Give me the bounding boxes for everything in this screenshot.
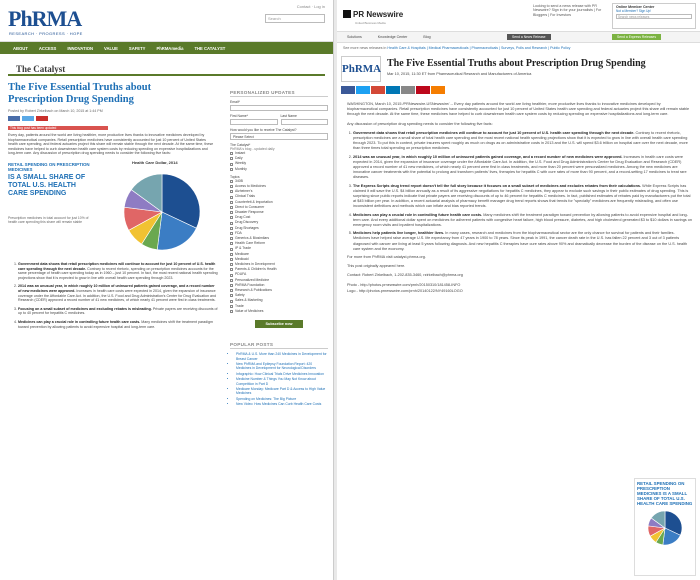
member-center — [612, 3, 696, 29]
email-icon[interactable] — [401, 86, 415, 94]
popular-post-link[interactable]: • Spending on Medicines: The Big Picture — [236, 397, 328, 401]
logo-link[interactable]: Logo - http://photos.prnewswire.com/prnh/20140122/NY49160LOGO — [347, 288, 463, 293]
checkbox-option[interactable]: Instant — [230, 151, 328, 156]
section-title: The Catalyst — [8, 54, 325, 76]
tag-links[interactable]: Health Care & Hospitals | Medical Pharmaceuticals | Pharmaceuticals | Surveys, Polls and Research | Public Policy — [387, 46, 571, 50]
prn-header — [337, 0, 700, 32]
nav-item[interactable]: THE CATALYST — [194, 45, 226, 51]
checkbox-option[interactable]: Value of Medicines — [230, 309, 328, 314]
checkbox-option[interactable]: Alzheimer's — [230, 189, 328, 194]
popular-post-link[interactable]: • New Video: How Medicines Can Curb Health Care Costs — [236, 402, 328, 406]
email-label: Email* — [230, 100, 240, 104]
checkbox-option[interactable]: IP & Trade — [230, 246, 328, 251]
nav-blog[interactable]: Blog — [423, 35, 431, 39]
prn-logo-icon — [343, 10, 351, 18]
infographic-sub: Prescription medicines in total account for just 10% of health care spending this share will remain stable — [8, 215, 89, 225]
checkbox-option[interactable]: Disaster Response — [230, 210, 328, 215]
pie-title: Health Care Dollar, 2014 — [132, 159, 178, 165]
checkbox-option[interactable]: Trade — [230, 304, 328, 309]
checkbox-option[interactable]: Safety — [230, 293, 328, 298]
checkbox-option[interactable]: Medicaid — [230, 257, 328, 262]
phrma-logo[interactable]: PhRMA — [8, 6, 82, 31]
article-meta: Posted by Robert Zirkelbach on March 10, 2015 at 1:44 PM — [8, 109, 103, 113]
checkbox-option[interactable]: FDA — [230, 231, 328, 236]
signup-link[interactable]: Not a Member? Sign Up! — [616, 9, 652, 13]
phrma-page — [0, 0, 334, 580]
twitter-share-button[interactable] — [22, 116, 34, 121]
more-info: For more from PhRMA visit catalyst.phrma.org. — [347, 255, 426, 260]
update-note: This blog post has been updated — [8, 126, 108, 130]
first-name-label: First Name* — [230, 114, 248, 118]
release-body — [347, 102, 692, 298]
facebook-icon[interactable] — [341, 86, 355, 94]
original-link[interactable]: This post originally appeared here. — [347, 264, 406, 269]
search-input[interactable]: Search — [265, 14, 325, 23]
last-name-label: Last Name — [280, 114, 297, 118]
member-title: Online Member Center — [616, 5, 655, 9]
fact-item: 1. Government data shows that retail prescription medicines will continue to account for just 10 percent of U.S. health care spending through the next decade. Contrary to recent rhetoric, prescription medicines are a small share of total health care spending and the most recent national health spending projections show that it is expected to grow in line with overall health care spending through 2023. To put this in context, private insurers spent roughly as much on drugs as on administrative costs in 2013 and the U.S. will spend $3.6 trillion on hospital care over the next decade, more than three times total spending on prescription medicines. — [353, 131, 692, 152]
google-share-button[interactable] — [36, 116, 48, 121]
checkbox-option[interactable]: 340B — [230, 179, 328, 184]
checkbox-option[interactable]: Daily — [230, 156, 328, 161]
pie-chart — [104, 166, 220, 254]
release-tags: See more news releases in Health Care & Hospitals | Medical Pharmaceuticals | Pharmaceuticals | Surveys, Polls and Research | Public Policy — [343, 46, 571, 50]
release-pie-chart — [635, 508, 695, 548]
phrma-tagline: RESEARCH · PROGRESS · HOPE — [9, 31, 83, 36]
topics-label: Topics — [230, 174, 240, 179]
prn-search-input[interactable]: Search news releases — [616, 14, 692, 19]
checkbox-option[interactable]: Health Care Reform — [230, 241, 328, 246]
fact-item: 2. 2014 was an unusual year, in which roughly 10 million of uninsured patients gained coverage, and a record number of new medicines were approved. Increases in health care costs were expected in 2014, given the expansion of insurance coverage under the Affordable Care Act. In addition, the U.S. Food and Drug Administration's Center for Drug Evaluation and Research (CDER) approved a record number of 41 new medicines, of which nearly 41 percent were first in class treatments. — [18, 284, 218, 302]
checkbox-option[interactable]: PhRMA Foundation — [230, 283, 328, 288]
checkbox-option[interactable]: Medicines in Development — [230, 262, 328, 267]
checkbox-option[interactable]: Sales & Marketing — [230, 298, 328, 303]
send-release-button[interactable]: Send a News Release — [507, 34, 551, 40]
nav-item[interactable]: ABOUT — [13, 45, 28, 51]
checkbox-option[interactable]: Direct to Consumer — [230, 205, 328, 210]
popular-post-link[interactable]: • Infographic: How Clinical Trials Drive Medicines Innovation — [236, 372, 328, 376]
share-icon[interactable] — [431, 86, 445, 94]
sidebar — [230, 90, 328, 408]
phrma-header — [0, 0, 333, 42]
fact-item: 5. Medicines help patients live longer, healthier lives. In many cases, research and medicines from the biopharmaceutical sector are the only chance for survival for patients and their families. Medicines have helped raise average U.S. life expectancy from 47 years in 1900 to 78 years. Since its peak in 1991, the cancer death rate in the U.S. has fallen 22 percent and 3 out of 3 patients diagnosed with cancer are living at least 5 years following diagnosis. And new hepatitis C therapies have cure rates above 90% and dramatically decrease the burden of the disease on the U.S. health care system and the economy. — [353, 231, 692, 252]
release-para: Any discussion of prescription drug spending needs to consider the following five facts: — [347, 121, 493, 126]
phrma-logo-small: PhRMA — [341, 56, 381, 82]
prn-links[interactable]: Looking to send a news release with PR Newswire? Sign in for your journalists | For Bloggers | For Investors — [533, 4, 602, 17]
prn-logo[interactable]: PR Newswire — [343, 10, 403, 19]
checkbox-option[interactable]: Parents & Children's Health — [230, 267, 328, 272]
first-name-field[interactable] — [230, 119, 278, 125]
fact-item: 3. The Express Scripts drug trend report doesn't tell the full story because it focuses on a small subset of medicines and excludes rebates from their calculations. While Express Scripts has claimed it will save the U.S. $4 billion annually as a result of its aggressive negotiations for hepatitis C medicines, they appear to exclude such savings in their public estimates of drug spending. This is surprising since public reports indicate that private payers are receiving discounts of up to 46 percent for hepatitis C medicines. In fact, published estimates of rebates paid by manufacturers put the total at $45 billion per year. In addition, a recent actuarial analysis of pharmacy benefit manager drug trend reports shows that trends for "specialty" medicines are frequently misleading, and often use inconsistent definitions and methods which can inflate and bias reported trends. — [353, 184, 692, 210]
catalyst-label: The Catalyst* — [230, 143, 251, 147]
fact-item: 4. Medicines can play a crucial role in controlling future health care costs. Many medicines shift the treatment paradigm toward prevention by allowing patients to avoid expensive hospital and long-term care. — [18, 320, 218, 329]
checkbox-option[interactable]: Drug Shortages — [230, 226, 328, 231]
fact-item: 2. 2014 was an unusual year, in which roughly 10 million of uninsured patients gained coverage, and a record number of new medicines were approved. Increases in health care costs were expected in 2014, given the expansion of insurance coverage under the Affordable Care Act. In addition, the U.S. Food and Drug Administration's Center for Drug Evaluation and Research (CDER) approved a record number of 41 new medicines, of which nearly 41 percent were first in class treatments, and more than 20 percent were personalized medicines. Among the new medicines are innovative cancer treatments with the potential to prolong and transform patients' lives, therapies for hepatitis C with cure rates of more than 90 percent, and a record-setting 17 medicines to treat rare diseases. — [353, 155, 692, 181]
util-links[interactable]: Contact · Log in — [296, 4, 325, 9]
fact-list — [0, 258, 226, 329]
express-release-button[interactable]: Send a Express Releases — [612, 34, 661, 40]
article-title: The Five Essential Truths about Prescription Drug Spending — [8, 82, 152, 105]
nav-item[interactable]: PhRMAmedia — [156, 45, 184, 51]
social-share-bar — [341, 86, 445, 94]
checkbox-option[interactable]: Medicare — [230, 252, 328, 257]
receive-select[interactable]: Please Select — [230, 133, 328, 140]
release-dateline: Mar 10, 2015, 11:30 ET from Pharmaceutical Research and Manufacturers of America — [387, 72, 532, 76]
prn-tagline: United Business Media — [355, 21, 386, 25]
nav-item[interactable]: VALUE — [104, 45, 118, 51]
last-name-field[interactable] — [281, 119, 329, 125]
prnewswire-page — [337, 0, 700, 580]
popular-post-link[interactable]: • New PhRMA and Epilepsy Foundation Report: 420 Medicines in Development for Neurological Disorders — [236, 362, 328, 371]
photo-link[interactable]: Photo - http://photos.prnewswire.com/prnh/20150310/181458-INFO — [347, 282, 461, 287]
release-lead: WASHINGTON, March 10, 2015 /PRNewswire-USNewswire/ -- Every day patients around the world are living healthier, more productive lives thanks to innovative medicines developed by biopharmaceutical companies. Retail prescription medicines have consistently accounted for just 10 percent of United States health care spending and federal actuaries project this share will remain stable through the next decade. At the same time, these medicines have helped to curb downstream health care system costs by reducing spending on expensive hospitalizations and long-term care. — [347, 102, 690, 117]
checkbox-option[interactable]: Drug Cost — [230, 215, 328, 220]
popular-post-link[interactable]: • Medicare Monday: Medicare Part D & Access to High Value Medicines — [236, 387, 328, 396]
checkbox-option[interactable]: Research & Publications — [230, 288, 328, 293]
infographic-headline: IS A SMALL SHARE OF TOTAL U.S. HEALTH CARE SPENDING — [8, 173, 86, 197]
frequency-options — [230, 151, 328, 172]
checkbox-option[interactable]: Monthly — [230, 167, 328, 172]
nav-item[interactable]: SAFETY — [128, 45, 146, 51]
prn-nav — [337, 32, 700, 43]
checkbox-option[interactable]: Counterfeit & Importation — [230, 200, 328, 205]
nav-solutions[interactable]: Solutions — [347, 35, 362, 39]
checkbox-option[interactable]: Access to Medicines — [230, 184, 328, 189]
release-title: The Five Essential Truths about Prescription Drug Spending — [387, 58, 646, 69]
popular-list — [230, 352, 328, 406]
checkbox-option[interactable]: Clinical Trials — [230, 194, 328, 199]
article-intro: Every day, patients around the world are living healthier, more productive lives thanks to innovative medicines developed by biopharmaceutical companies. Retail prescription medicines have consistently accounted for just 10 percent of United States health care spending, and federal actuaries project this share will remain stable through the next decade. At the same time, these medicines have helped to curb downstream health care system costs by reducing spending on expensive hospitalizations and long-term care. Any discussion of prescription drug spending needs to consider the following five facts: — [8, 133, 214, 156]
popular-heading: POPULAR POSTS — [230, 342, 328, 349]
popular-post-link[interactable]: • Medicine Number & Things You May Not Know about Competition in Part D — [236, 377, 328, 386]
topic-options — [230, 179, 328, 314]
main-nav — [0, 42, 333, 54]
popular-post-link[interactable]: • PhRMA & U.S. More than 240 Medicines in Development for Breast Cancer — [236, 352, 328, 361]
pinterest-icon[interactable] — [416, 86, 430, 94]
checkbox-option[interactable]: Personalized Medicine — [230, 278, 328, 283]
linkedin-icon[interactable] — [386, 86, 400, 94]
fact-item: 4. Medicines can play a crucial role in controlling future health care costs. Many medicines shift the treatment paradigm toward prevention by allowing patients to avoid expensive hospital and long-term care. And every additional dollar spent on medicines for adherent patients with congestive heart failure, high blood pressure, diabetes, and high cholesterol generated $3 to $10 dollars in savings on emergency room visits and inpatient hospitalizations. — [353, 213, 692, 229]
nav-item[interactable]: INNOVATION — [67, 45, 94, 51]
receive-label: How would you like to receive The Catalyst? — [230, 128, 297, 132]
nav-item[interactable]: ACCESS — [38, 45, 57, 51]
checkbox-option[interactable]: Drug Discovery — [230, 220, 328, 225]
infographic — [8, 160, 222, 254]
fact-item: 1. Government data shows that retail prescription medicines will continue to account for just 10 percent of U.S. health care spending through the next decade. Contrary to recent rhetoric, spending on prescription medicines accounts for the same percentage of health care spending today as in 1960 – just 10 percent. In fact, the most recent national health spending projections show that it is expected to grow in line with overall health care spending through 2023. — [18, 262, 218, 280]
subscribe-button[interactable]: Subscribe now — [255, 320, 303, 328]
contact: Contact: Robert Zirkelbach, 1-202-835-3460, rzirkelbach@phrma.org — [347, 273, 463, 278]
fact-item: 3. Focusing on a small subset of medicines and excluding rebates is misleading. Private payers are receiving discounts of up to 40 percent for hepatitis C medicines. — [18, 307, 218, 316]
release-infographic[interactable] — [634, 478, 696, 576]
twitter-icon[interactable] — [356, 86, 370, 94]
nav-knowledge[interactable]: Knowledge Center — [377, 35, 408, 39]
checkbox-option[interactable]: Weekly — [230, 161, 328, 166]
release-points — [353, 131, 692, 252]
facebook-share-button[interactable] — [8, 116, 20, 121]
google-plus-icon[interactable] — [371, 86, 385, 94]
catalyst-sub: PhRMA's blog - updated daily — [230, 147, 275, 151]
infographic-kicker: RETAIL SPENDING ON PRESCRIPTION MEDICINES — [8, 161, 90, 172]
checkbox-option[interactable]: Generics & Biosimilars — [230, 236, 328, 241]
sidebar-heading: PERSONALIZED UPDATES — [230, 90, 328, 97]
release-infographic-headline: RETAIL SPENDING ON PRESCRIPTION MEDICINES IS A SMALL SHARE OF TOTAL U.S. HEALTH CARE SPENDING — [637, 481, 693, 506]
checkbox-option[interactable]: PDUFA — [230, 272, 328, 277]
